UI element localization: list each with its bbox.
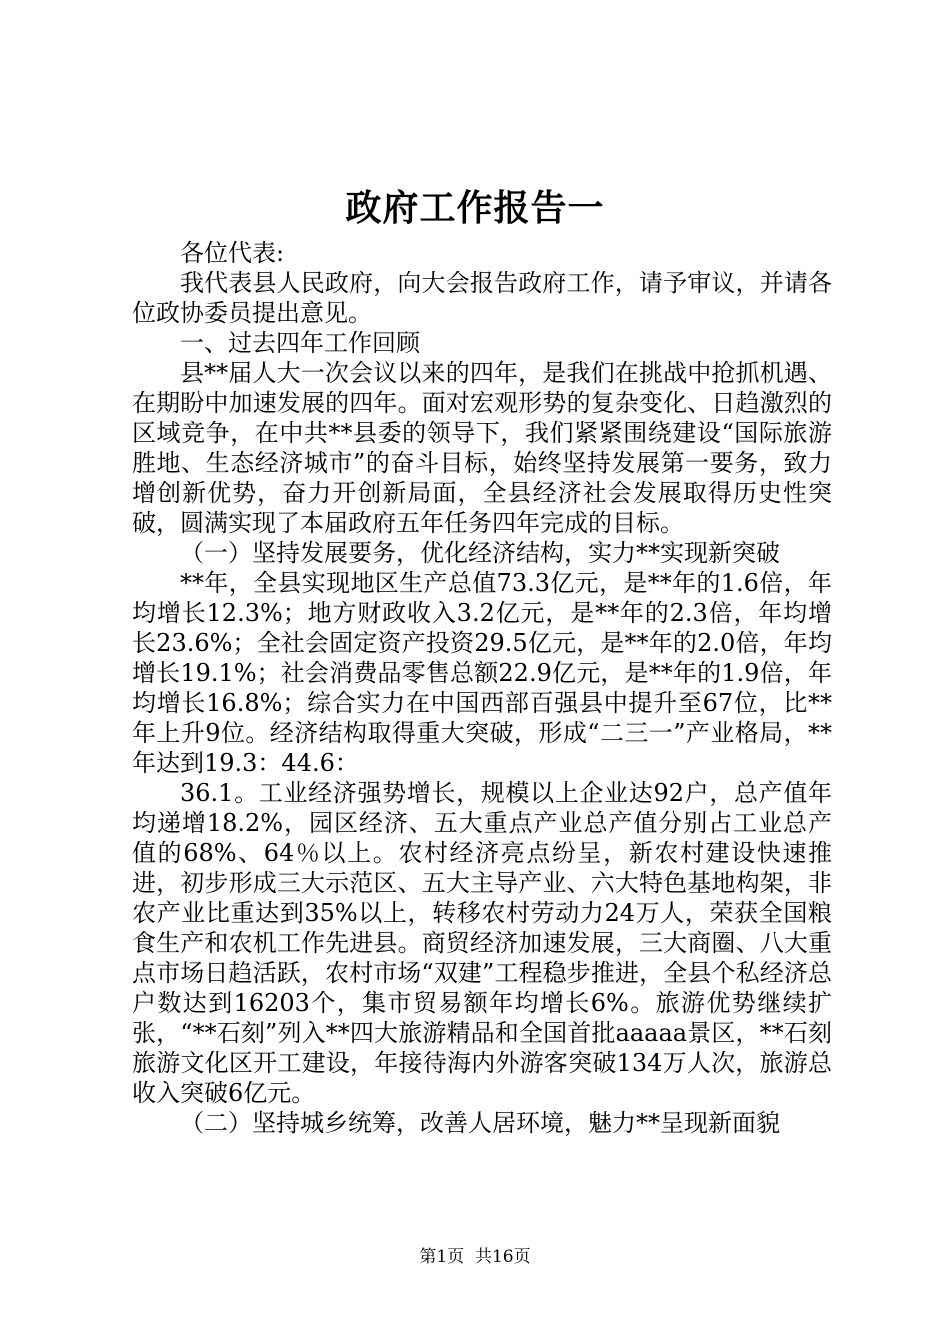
salutation: 各位代表:: [180, 239, 285, 267]
section-heading: 一、过去四年工作回顾: [180, 329, 420, 357]
paragraph: 36.1。工业经济强势增长，规模以上企业达92户，总产值年均递增18.2%，园区经济、五大重点产业总产值分别占工业总产值的68%、64％以上。农村经济亮点纷呈，新农村建设快速推进，初步形成三大示范区、五大主导产业、六大特色基地构架，非农产业比重达到35%以上，转移农村劳动力24万人，荣获全国粮食生产和农机工作先进县。商贸经济加速发展，三大商圈、八大重点市场日趋活跃，农村市场“双建”工程稳步推进，全县个私经济总户数达到16203个，集市贸易额年均增长6%。旅游优势继续扩张，“**石刻”列入**四大旅游精品和全国首批aaaaa景区，**石刻旅游文化区开工建设，年接待海内外游客突破134万人次，旅游总收入突破6亿元。: [132, 779, 832, 1107]
paragraph: 我代表县人民政府，向大会报告政府工作，请予审议，并请各位政协委员提出意见。: [132, 269, 832, 327]
paragraph: **年，全县实现地区生产总值73.3亿元，是**年的1.6倍，年均增长12.3%；地方财政收入3.2亿元，是**年的2.3倍，年均增长23.6%；全社会固定资产投资29.5亿元，是**年的2.0倍，年均增长19.1%；社会消费品零售总额22.9亿元，是**年的1.9倍，年均增长16.8%；综合实力在中国西部百强县中提升至67位，比**年上升9位。经济结构取得重大突破，形成“二三一”产业格局，**年达到19.3：44.6：: [132, 569, 832, 777]
subsection-heading: （一）坚持发展要务，优化经济结构，实力**实现新突破: [180, 539, 780, 567]
document-title: 政府工作报告一: [345, 187, 605, 229]
page-footer: [0, 1242, 950, 1267]
subsection-heading: （二）坚持城乡统筹，改善人居环境，魅力**呈现新面貌: [180, 1109, 780, 1137]
document-body: [132, 238, 832, 1138]
paragraph: 县**届人大一次会议以来的四年，是我们在挑战中抢抓机遇、在期盼中加速发展的四年。面对宏观形势的复杂变化、日趋激烈的区域竞争，在中共**县委的领导下，我们紧紧围绕建设“国际旅游胜地、生态经济城市”的奋斗目标，始终坚持发展第一要务，致力增创新优势，奋力开创新局面，全县经济社会发展取得历史性突破，圆满实现了本届政府五年任务四年完成的目标。: [132, 359, 832, 537]
page-number: 第1页 共16页: [419, 1247, 531, 1267]
